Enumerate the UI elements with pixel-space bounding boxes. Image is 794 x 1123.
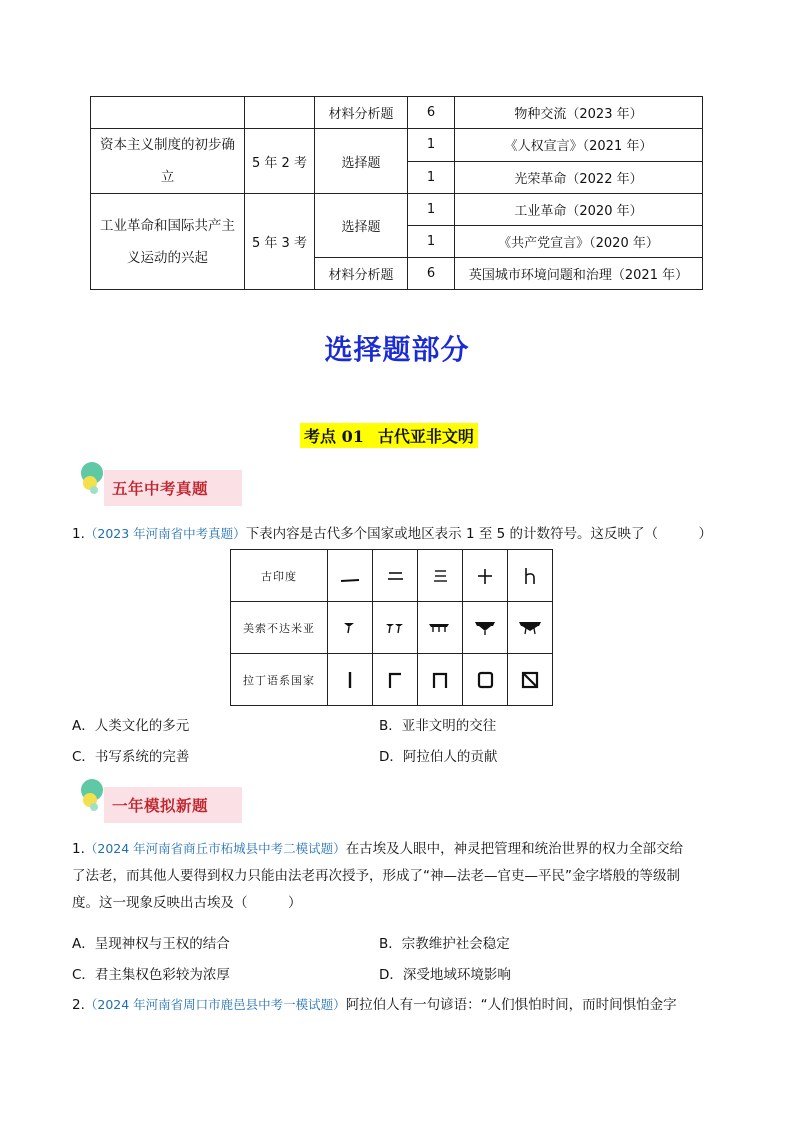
table-cell: 选择题: [315, 129, 408, 194]
latin-symbol: [373, 654, 418, 706]
question-line: 了法老，而其他人要得到权力只能由法老再次授予，形成了“神—法老—官吏—平民”金字塔般的等级制: [72, 868, 680, 884]
cuneiform-symbol: [328, 602, 373, 654]
table-cell: 材料分析题: [315, 258, 408, 290]
question-line: 度。这一现象反映出古埃及（ ）: [72, 895, 302, 911]
table-cell: [245, 97, 315, 129]
row-label: 拉丁语系国家: [231, 654, 328, 706]
option-c: C．书写系统的完善: [72, 749, 190, 765]
numeral-symbol: [328, 550, 373, 602]
table-cell: 1: [408, 129, 455, 162]
question-1: [72, 520, 727, 548]
table-cell: 1: [408, 161, 455, 194]
table-row: [91, 194, 703, 226]
topic-heading: [300, 423, 478, 448]
option-d: D．阿拉伯人的贡献: [379, 749, 498, 765]
question-3: [72, 991, 727, 1019]
table-cell: 6: [408, 97, 455, 129]
option-b: B．宗教维护社会稳定: [379, 936, 510, 952]
row-label: 美索不达米亚: [231, 602, 328, 654]
bubble-icon: [76, 777, 116, 817]
table-cell: [91, 97, 245, 129]
question-number: 2.: [72, 997, 85, 1013]
table-cell: 工业革命和国际共产主义运动的兴起: [91, 194, 245, 290]
topic-title: 古代亚非文明: [377, 427, 474, 446]
question-text: 下表内容是古代多个国家或地区表示 1 至 5 的计数符号。这反映了（ ）: [245, 526, 713, 542]
table-cell: 物种交流（2023 年）: [455, 97, 703, 129]
numeral-symbol: [373, 550, 418, 602]
question-source: （2023 年河南省中考真题）: [84, 526, 246, 541]
question-number: 1.: [72, 526, 85, 542]
question-number: 1.: [72, 841, 85, 857]
option-a: A．呈现神权与王权的结合: [72, 936, 230, 952]
ribbon-text: 五年中考真题: [112, 480, 209, 498]
ribbon-text: 一年模拟新题: [112, 797, 209, 815]
table-cell: 资本主义制度的初步确立: [91, 129, 245, 194]
question-source: （2024 年河南省商丘市柘城县中考二模试题）: [84, 841, 346, 856]
table-cell: 《人权宣言》（2021 年）: [455, 129, 703, 162]
table-cell: 5 年 3 考: [245, 194, 315, 290]
numeral-symbol: [463, 550, 508, 602]
table-cell: 选择题: [315, 194, 408, 258]
ribbon-label: [76, 460, 242, 506]
table-cell: 光荣革命（2022 年）: [455, 161, 703, 194]
bubble-icon: [76, 460, 116, 500]
table-row: [231, 550, 553, 602]
numeral-symbol: [418, 550, 463, 602]
table-row: [91, 97, 703, 129]
table-cell: 5 年 2 考: [245, 129, 315, 194]
latin-symbol: [508, 654, 553, 706]
table-cell: 《共产党宣言》（2020 年）: [455, 226, 703, 258]
option-c: C．君主集权色彩较为浓厚: [72, 967, 230, 983]
table-cell: 1: [408, 194, 455, 226]
table-cell: 工业革命（2020 年）: [455, 194, 703, 226]
table-cell: 1: [408, 226, 455, 258]
option-b: B．亚非文明的交往: [379, 718, 497, 734]
section-title: 选择题部分: [324, 333, 470, 366]
question-line: [72, 835, 727, 863]
latin-symbol: [328, 654, 373, 706]
cuneiform-symbol: [508, 602, 553, 654]
question-text: 阿拉伯人有一句谚语：“人们惧怕时间，而时间惧怕金字: [345, 997, 677, 1013]
question-source: （2024 年河南省周口市鹿邑县中考一模试题）: [84, 997, 346, 1012]
table-row: [91, 129, 703, 162]
latin-symbol: [418, 654, 463, 706]
numeral-symbol: [508, 550, 553, 602]
table-cell: 6: [408, 258, 455, 290]
question-2: [72, 835, 727, 917]
numeral-table: [230, 549, 553, 706]
table-cell: 材料分析题: [315, 97, 408, 129]
cuneiform-symbol: [373, 602, 418, 654]
cuneiform-symbol: [418, 602, 463, 654]
table-cell: 英国城市环境问题和治理（2021 年）: [455, 258, 703, 290]
table-row: [231, 654, 553, 706]
table-row: [231, 602, 553, 654]
row-label: 古印度: [231, 550, 328, 602]
option-d: D．深受地域环境影响: [379, 967, 511, 983]
topic-number: 考点 01: [304, 427, 364, 446]
ribbon-label: [76, 777, 242, 823]
exam-stats-table: [90, 96, 703, 290]
option-a: A．人类文化的多元: [72, 718, 190, 734]
cuneiform-symbol: [463, 602, 508, 654]
question-text: 在古埃及人眼中，神灵把管理和统治世界的权力全部交给: [345, 841, 684, 857]
latin-symbol: [463, 654, 508, 706]
